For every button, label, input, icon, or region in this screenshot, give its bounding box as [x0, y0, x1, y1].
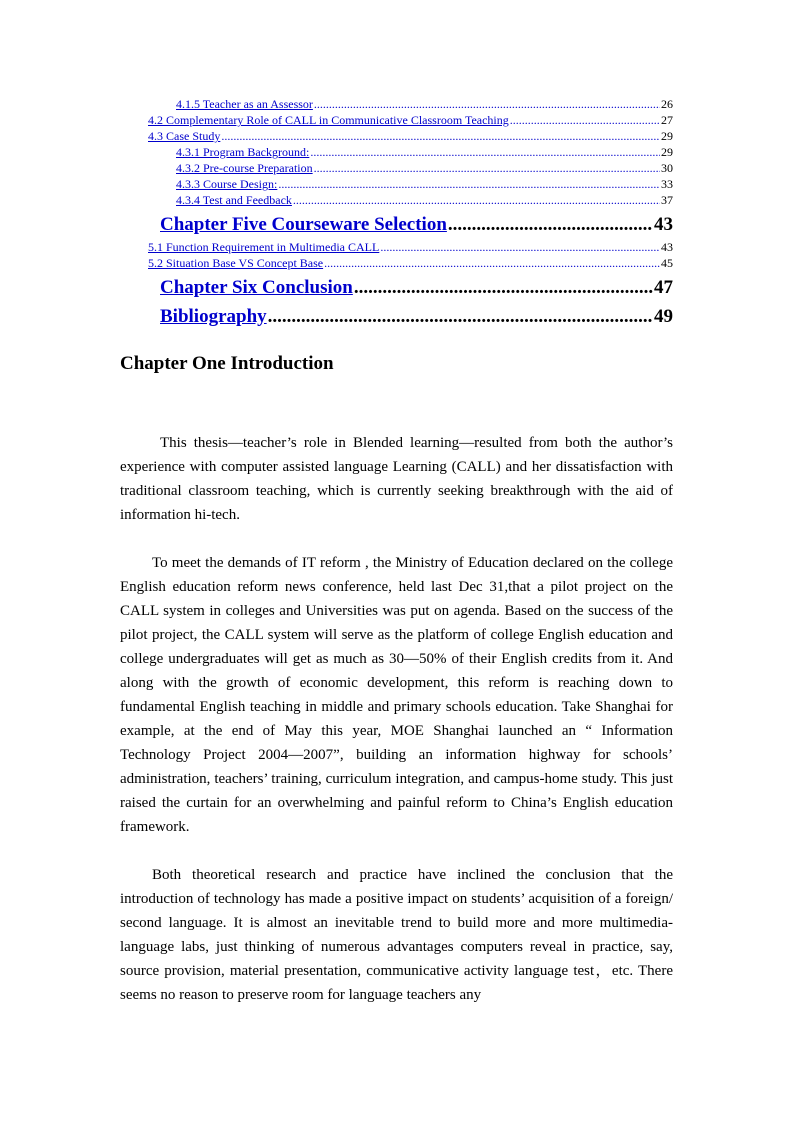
toc-bibliography[interactable] — [160, 305, 673, 329]
toc-leader — [268, 305, 653, 329]
toc-entry-title[interactable]: 4.1.5 Teacher as an Assessor — [176, 97, 313, 111]
body-paragraph-3 — [120, 863, 673, 1007]
toc-leader — [221, 128, 660, 144]
toc-entry-title[interactable]: 4.3.2 Pre-course Preparation — [176, 161, 313, 175]
toc-entry-page: 29 — [661, 129, 673, 143]
toc-leader — [354, 276, 653, 300]
toc-chapter-page: 47 — [654, 277, 673, 298]
toc-leader — [324, 255, 660, 271]
chapter-heading: Chapter One Introduction — [120, 353, 334, 374]
toc-entry-page: 29 — [661, 145, 673, 159]
toc-chapter-six[interactable] — [160, 276, 673, 300]
toc-entry-5-1[interactable] — [148, 239, 673, 255]
toc-entry-4-3-3[interactable] — [176, 176, 673, 192]
paragraph-text: This thesis—teacher’s role in Blended learning—resulted from both the author’s experience with computer assisted language Learning (CALL) and her dissatisfaction with traditional classroom teaching, which is currently seeking breakthrough with the aid of information hi-tech. — [120, 435, 673, 523]
toc-entry-title[interactable]: 5.2 Situation Base VS Concept Base — [148, 256, 324, 270]
toc-chapter-page: 49 — [654, 306, 673, 327]
toc-leader — [314, 160, 660, 176]
toc-entry-page: 37 — [661, 193, 673, 207]
toc-entry-5-2[interactable] — [148, 255, 673, 271]
toc-entry-4-3[interactable] — [148, 128, 673, 144]
toc-entry-4-1-5[interactable] — [176, 96, 673, 112]
toc-leader — [293, 192, 660, 208]
toc-chapter-title[interactable]: Bibliography — [160, 306, 267, 327]
toc-chapter-title[interactable]: Chapter Five Courseware Selection — [160, 214, 447, 235]
toc-entry-page: 27 — [661, 113, 673, 127]
body-paragraph-2 — [120, 551, 673, 839]
toc-chapter-title[interactable]: Chapter Six Conclusion — [160, 277, 353, 298]
toc-entry-title[interactable]: 5.1 Function Requirement in Multimedia CALL — [148, 240, 380, 254]
toc-leader — [278, 176, 660, 192]
toc-chapter-page: 43 — [654, 214, 673, 235]
toc-entry-page: 45 — [661, 256, 673, 270]
toc-entry-4-3-2[interactable] — [176, 160, 673, 176]
toc-leader — [314, 96, 660, 112]
toc-leader — [510, 112, 660, 128]
toc-entry-page: 33 — [661, 177, 673, 191]
toc-entry-page: 43 — [661, 240, 673, 254]
toc-chapter-five[interactable] — [160, 213, 673, 237]
toc-leader — [448, 213, 653, 237]
paragraph-text: Both theoretical research and practice have inclined the conclusion that the introduction of technology has made a positive impact on students’ acquisition of a foreign/ second language. It is almost an inevitable trend to build more and more multimedia-language labs, just thinking of numerous advantages computers reveal in practice, say, source provision, material presentation, communicative activity language test，etc. There seems no reason to preserve room for language teachers any — [120, 867, 673, 1003]
toc-entry-page: 30 — [661, 161, 673, 175]
toc-entry-4-3-1[interactable] — [176, 144, 673, 160]
paragraph-text: To meet the demands of IT reform , the Ministry of Education declared on the college English education reform news conference, held last Dec 31,that a pilot project on the CALL system in colleges and Universities was put on agenda. Based on the success of the pilot project, the CALL system will serve as the platform of college English education and college undergraduates will get as much as 30—50% of their English credits from it. And along with the growth of economic development, this reform is reaching down to fundamental English teaching in middle and primary schools education. Take Shanghai for example, at the end of May this year, MOE Shanghai launched an “ Information Technology Project 2004—2007”, building an information highway for schools’ administration, teachers’ training, curriculum integration, and campus-home study. This just raised the curtain for an overwhelming and painful reform to China’s English education framework. — [120, 555, 673, 835]
toc-leader — [310, 144, 660, 160]
toc-entry-4-2[interactable] — [148, 112, 673, 128]
toc-entry-4-3-4[interactable] — [176, 192, 673, 208]
toc-entry-title[interactable]: 4.3.1 Program Background: — [176, 145, 310, 159]
toc-entry-title[interactable]: 4.3.3 Course Design: — [176, 177, 278, 191]
toc-entry-title[interactable]: 4.3 Case Study — [148, 129, 221, 143]
toc-entry-title[interactable]: 4.2 Complementary Role of CALL in Communicative Classroom Teaching — [148, 113, 509, 127]
body-paragraph-1 — [120, 431, 673, 527]
toc-entry-title[interactable]: 4.3.4 Test and Feedback — [176, 193, 292, 207]
toc-entry-page: 26 — [661, 97, 673, 111]
toc-leader — [380, 239, 660, 255]
